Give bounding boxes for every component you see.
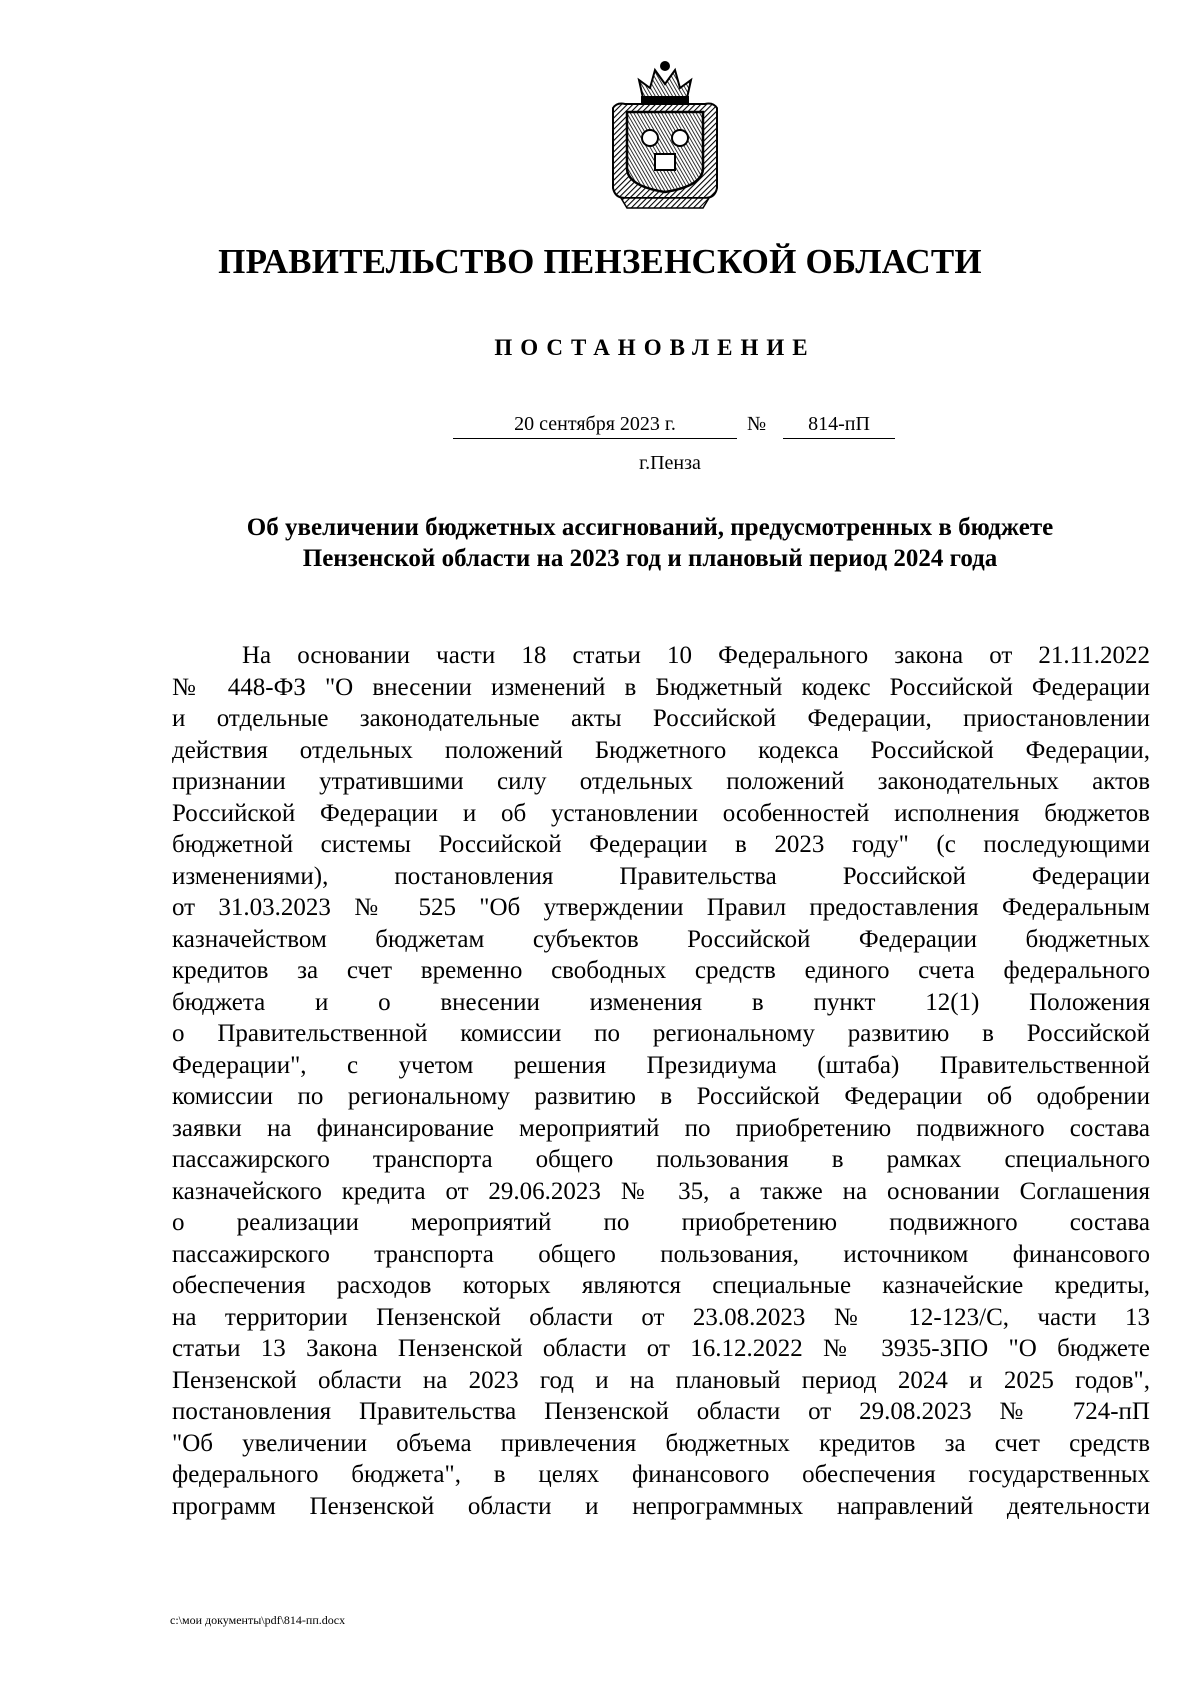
body-line: от 31.03.2023 № 525 "Об утверждении Правил предоставления Федеральным <box>172 894 1150 921</box>
body-line: казначейством бюджетам субъектов Российской Федерации бюджетных <box>172 925 1150 953</box>
body-line: заявки на финансирование мероприятий по приобретению подвижного состава <box>172 1114 1150 1142</box>
coat-of-arms-icon <box>605 58 725 210</box>
file-path-footer: c:\мои документы\pdf\814-пп.docx <box>170 1613 346 1627</box>
government-title: ПРАВИТЕЛЬСТВО ПЕНЗЕНСКОЙ ОБЛАСТИ <box>218 242 982 281</box>
document-type: ПОСТАНОВЛЕНИЕ <box>494 335 816 360</box>
body-line: и отдельные законодательные акты Российской Федерации, приостановлении <box>172 705 1150 732</box>
body-line: постановления Правительства Пензенской области от 29.08.2023 № 724-пП <box>172 1398 1150 1425</box>
document-number: 814-пП <box>783 410 895 439</box>
body-line: на территории Пензенской области от 23.08.2023 № 12-123/С, части 13 <box>172 1303 1150 1331</box>
body-line: действия отдельных положений Бюджетного кодекса Российской Федерации, <box>172 736 1150 764</box>
body-line: изменениями), постановления Правительства Российской Федерации <box>172 862 1150 890</box>
body-line: бюджетной системы Российской Федерации в 2023 году" (с последующими <box>172 831 1150 858</box>
date-number-line <box>0 410 1200 442</box>
body-text <box>172 640 1150 1522</box>
subject-line-2: Пензенской области на 2023 год и плановый период 2024 года <box>302 545 998 572</box>
body-line: Пензенской области на 2023 год и на плановый период 2024 и 2025 годов", <box>172 1366 1150 1394</box>
body-line: На основании части 18 статьи 10 Федерального закона от 21.11.2022 <box>242 642 1150 669</box>
body-line: кредитов за счет временно свободных средств единого счета федерального <box>172 957 1150 984</box>
subject-line-1: Об увеличении бюджетных ассигнований, предусмотренных в бюджете <box>246 514 1054 541</box>
document-subject <box>170 512 1130 574</box>
body-line: № 448-ФЗ "О внесении изменений в Бюджетный кодекс Российской Федерации <box>172 673 1150 701</box>
body-line: комиссии по региональному развитию в Российской Федерации об одобрении <box>172 1083 1150 1110</box>
body-line: пассажирского транспорта общего пользования, источником финансового <box>172 1240 1150 1268</box>
body-line: "Об увеличении объема привлечения бюджетных кредитов за счет средств <box>172 1429 1150 1457</box>
body-line: бюджета и о внесении изменения в пункт 12(1) Положения <box>172 988 1150 1016</box>
body-line: пассажирского транспорта общего пользования в рамках специального <box>172 1146 1150 1173</box>
number-sign: № <box>747 413 767 435</box>
body-line: Российской Федерации и об установлении особенностей исполнения бюджетов <box>172 799 1150 827</box>
body-line: обеспечения расходов которых являются специальные казначейские кредиты, <box>172 1272 1150 1299</box>
body-line: Федерации", с учетом решения Президиума (штаба) Правительственной <box>172 1051 1150 1079</box>
body-line: федерального бюджета", в целях финансового обеспечения государственных <box>172 1461 1150 1488</box>
body-line: о реализации мероприятий по приобретению подвижного состава <box>172 1209 1150 1236</box>
body-line: статьи 13 Закона Пензенской области от 16.12.2022 № 3935-ЗПО "О бюджете <box>172 1335 1150 1362</box>
body-line: программ Пензенской области и непрограммных направлений деятельности <box>172 1492 1150 1520</box>
document-date: 20 сентября 2023 г. <box>453 410 737 439</box>
body-line: признании утратившими силу отдельных положений законодательных актов <box>172 768 1150 795</box>
body-line: о Правительственной комиссии по региональному развитию в Российской <box>172 1020 1150 1047</box>
city: г.Пенза <box>639 452 701 474</box>
body-line: казначейского кредита от 29.06.2023 № 35, а также на основании Соглашения <box>172 1177 1150 1205</box>
